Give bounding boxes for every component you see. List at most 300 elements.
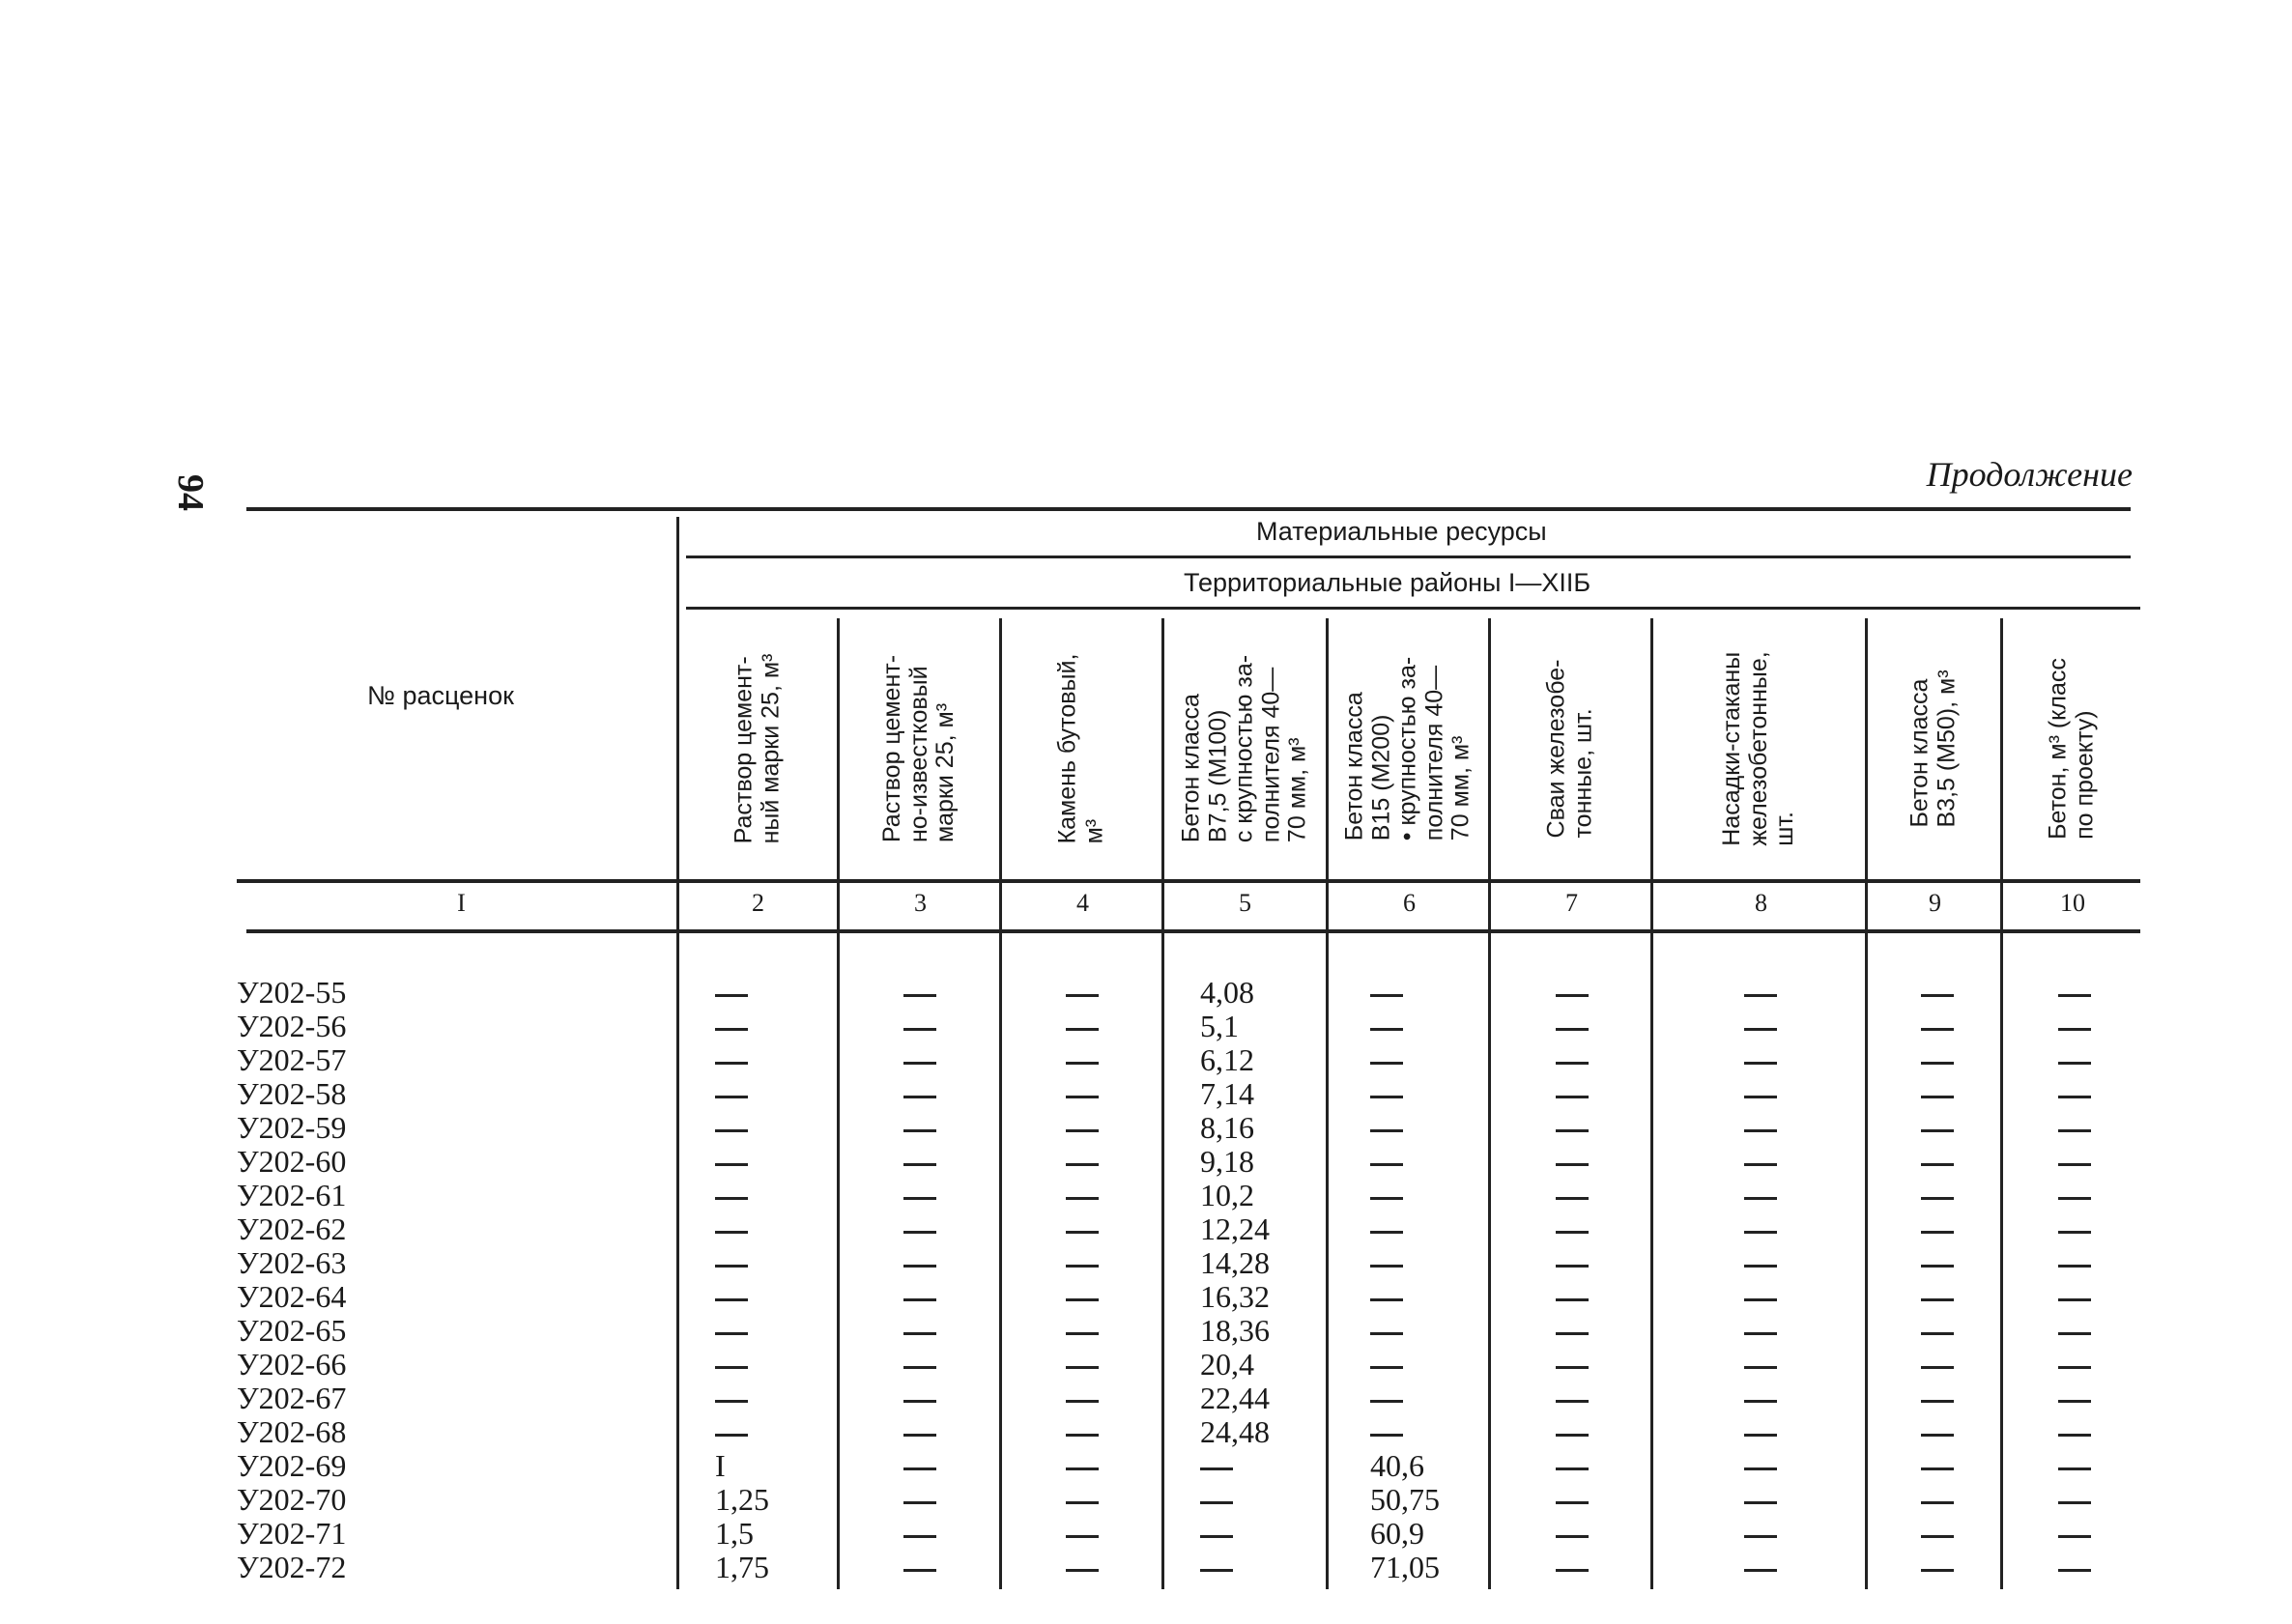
dash-mark xyxy=(2058,1569,2091,1572)
dash-mark xyxy=(1921,1501,1954,1504)
group2-rule xyxy=(686,607,2140,610)
dash-mark xyxy=(2058,1163,2091,1166)
cell-col2 xyxy=(715,1179,769,1212)
column-6-values xyxy=(1370,976,1440,1584)
dash-mark xyxy=(1066,1501,1099,1504)
cell-col7 xyxy=(1556,1415,1589,1449)
dash-mark xyxy=(1370,1434,1403,1437)
row-label-header: № расценок xyxy=(367,681,514,710)
dash-mark xyxy=(1921,1332,1954,1335)
colhead-2: Раствор цемент- ный марки 25, м³ xyxy=(730,653,784,844)
dash-mark xyxy=(2058,1400,2091,1403)
cell-col8 xyxy=(1744,1111,1777,1145)
cell-col6 xyxy=(1370,1111,1440,1145)
cell-col4 xyxy=(1066,1449,1099,1483)
cell-col2 xyxy=(715,1246,769,1280)
colhead-10: Бетон, м³ (класс по проекту) xyxy=(2044,658,2098,840)
cell-col7 xyxy=(1556,1280,1589,1314)
dash-mark xyxy=(1556,1231,1589,1234)
cell-col7 xyxy=(1556,1382,1589,1415)
cell-col5: 10,2 xyxy=(1200,1178,1254,1212)
dash-mark xyxy=(1200,1569,1233,1572)
cell-col5: 8,16 xyxy=(1200,1110,1254,1145)
dash-mark xyxy=(1556,1298,1589,1301)
column-9-values xyxy=(1921,976,1954,1584)
cell-col2: 1,25 xyxy=(715,1482,769,1517)
cell-col3 xyxy=(903,1314,936,1348)
dash-mark xyxy=(1556,1501,1589,1504)
dash-mark xyxy=(1370,1265,1403,1268)
dash-mark xyxy=(1556,1028,1589,1031)
cell-col3 xyxy=(903,1179,936,1212)
dash-mark xyxy=(903,1265,936,1268)
cell-col3 xyxy=(903,1246,936,1280)
cell-col2 xyxy=(715,1382,769,1415)
cell-col8 xyxy=(1744,976,1777,1010)
dash-mark xyxy=(903,1400,936,1403)
cell-col3 xyxy=(903,976,936,1010)
dash-mark xyxy=(1921,1163,1954,1166)
cell-col8 xyxy=(1744,1449,1777,1483)
row-code: У202-63 xyxy=(237,1245,347,1280)
cell-col4 xyxy=(1066,1415,1099,1449)
dash-mark xyxy=(1556,1467,1589,1470)
cell-col6: 50,75 xyxy=(1370,1482,1440,1517)
dash-mark xyxy=(715,1434,748,1437)
dash-mark xyxy=(1556,1400,1589,1403)
cell-col8 xyxy=(1744,1043,1777,1077)
dash-mark xyxy=(2058,1062,2091,1065)
dash-mark xyxy=(903,1467,936,1470)
column-10-values xyxy=(2058,976,2091,1584)
cell-col6 xyxy=(1370,1314,1440,1348)
dash-mark xyxy=(903,1129,936,1132)
cell-col10 xyxy=(2058,1077,2091,1111)
dash-mark xyxy=(1921,1096,1954,1098)
dash-mark xyxy=(1556,994,1589,997)
row-code: У202-59 xyxy=(237,1110,347,1145)
cell-col9 xyxy=(1921,976,1954,1010)
cell-col4 xyxy=(1066,1551,1099,1584)
dash-mark xyxy=(2058,1129,2091,1132)
colnum-3: 3 xyxy=(914,889,927,917)
row-code: У202-60 xyxy=(237,1144,347,1179)
cell-col10 xyxy=(2058,976,2091,1010)
cell-col2: 1,5 xyxy=(715,1516,754,1551)
cell-col10 xyxy=(2058,1314,2091,1348)
dash-mark xyxy=(715,1129,748,1132)
dash-mark xyxy=(1556,1163,1589,1166)
cell-col4 xyxy=(1066,1348,1099,1382)
colnum-10: 10 xyxy=(2060,889,2085,917)
cell-col8 xyxy=(1744,1179,1777,1212)
cell-col3 xyxy=(903,1517,936,1551)
row-code: У202-65 xyxy=(237,1313,347,1348)
colnum-9: 9 xyxy=(1929,889,1941,917)
dash-mark xyxy=(1066,1028,1099,1031)
dash-mark xyxy=(1921,994,1954,997)
cell-col10 xyxy=(2058,1382,2091,1415)
cell-col4 xyxy=(1066,1483,1099,1517)
dash-mark xyxy=(1066,994,1099,997)
cell-col4 xyxy=(1066,1043,1099,1077)
header-bottom-rule xyxy=(237,879,2140,883)
dash-mark xyxy=(1066,1298,1099,1301)
cell-col5: 12,24 xyxy=(1200,1211,1270,1246)
dash-mark xyxy=(2058,994,2091,997)
colhead-6: Бетон класса B15 (M200) • крупностью за- полнителя 40— 70 мм, м³ xyxy=(1340,656,1475,841)
dash-mark xyxy=(1921,1569,1954,1572)
cell-col7 xyxy=(1556,1179,1589,1212)
cell-col10 xyxy=(2058,1348,2091,1382)
cell-col3 xyxy=(903,1449,936,1483)
cell-col3 xyxy=(903,1212,936,1246)
colnum-7: 7 xyxy=(1565,889,1578,917)
cell-col4 xyxy=(1066,1145,1099,1179)
row-code: У202-58 xyxy=(237,1076,347,1111)
cell-col8 xyxy=(1744,1314,1777,1348)
cell-col4 xyxy=(1066,1179,1099,1212)
cell-col9 xyxy=(1921,1348,1954,1382)
cell-col9 xyxy=(1921,1517,1954,1551)
cell-col3 xyxy=(903,1551,936,1584)
cell-col2 xyxy=(715,976,769,1010)
dash-mark xyxy=(1556,1096,1589,1098)
dash-mark xyxy=(1066,1163,1099,1166)
cell-col6 xyxy=(1370,1280,1440,1314)
cell-col8 xyxy=(1744,1348,1777,1382)
row-code: У202-68 xyxy=(237,1414,347,1449)
cell-col2: 1,75 xyxy=(715,1550,769,1584)
cell-col6 xyxy=(1370,1179,1440,1212)
cell-col3 xyxy=(903,1483,936,1517)
dash-mark xyxy=(1200,1501,1233,1504)
cell-col4 xyxy=(1066,1382,1099,1415)
cell-col4 xyxy=(1066,1010,1099,1043)
cell-col3 xyxy=(903,1145,936,1179)
dash-mark xyxy=(903,1062,936,1065)
dash-mark xyxy=(2058,1028,2091,1031)
cell-col5: 6,12 xyxy=(1200,1042,1254,1077)
dash-mark xyxy=(1744,1096,1777,1098)
cell-col6 xyxy=(1370,1246,1440,1280)
cell-col9 xyxy=(1921,1382,1954,1415)
dash-mark xyxy=(715,1265,748,1268)
column-8-values xyxy=(1744,976,1777,1584)
dash-mark xyxy=(903,1569,936,1572)
cell-col10 xyxy=(2058,1212,2091,1246)
cell-col6 xyxy=(1370,1077,1440,1111)
dash-mark xyxy=(1556,1129,1589,1132)
dash-mark xyxy=(903,1197,936,1200)
cell-col10 xyxy=(2058,1179,2091,1212)
cell-col7 xyxy=(1556,1348,1589,1382)
cell-col8 xyxy=(1744,1246,1777,1280)
cell-col5: 4,08 xyxy=(1200,975,1254,1010)
dash-mark xyxy=(1921,1535,1954,1538)
colhead-3: Раствор цемент- но-известковый марки 25, м³ xyxy=(877,654,959,843)
row-code: У202-66 xyxy=(237,1347,347,1382)
cell-col6 xyxy=(1370,1010,1440,1043)
cell-col9 xyxy=(1921,1145,1954,1179)
dash-mark xyxy=(1556,1062,1589,1065)
dash-mark xyxy=(903,1535,936,1538)
cell-col10 xyxy=(2058,1280,2091,1314)
cell-col2 xyxy=(715,1111,769,1145)
cell-col2 xyxy=(715,1314,769,1348)
cell-col7 xyxy=(1556,1483,1589,1517)
dash-mark xyxy=(2058,1231,2091,1234)
dash-mark xyxy=(715,1332,748,1335)
cell-col5: 14,28 xyxy=(1200,1245,1270,1280)
cell-col9 xyxy=(1921,1077,1954,1111)
column-4-values xyxy=(1066,976,1099,1584)
numbers-bottom-rule xyxy=(246,929,2140,933)
row-code: У202-62 xyxy=(237,1211,347,1246)
cell-col2 xyxy=(715,1348,769,1382)
cell-col8 xyxy=(1744,1077,1777,1111)
cell-col6 xyxy=(1370,976,1440,1010)
cell-col2 xyxy=(715,1010,769,1043)
dash-mark xyxy=(1370,1163,1403,1166)
row-code: У202-56 xyxy=(237,1009,347,1043)
colhead-7: Сваи железобе- тонные, шт. xyxy=(1542,659,1596,839)
dash-mark xyxy=(1066,1265,1099,1268)
dash-mark xyxy=(1370,1062,1403,1065)
dash-mark xyxy=(1744,1197,1777,1200)
cell-col5: 22,44 xyxy=(1200,1381,1270,1415)
cell-col5: 20,4 xyxy=(1200,1347,1254,1382)
dash-mark xyxy=(1066,1197,1099,1200)
dash-mark xyxy=(1744,1231,1777,1234)
dash-mark xyxy=(1744,1467,1777,1470)
dash-mark xyxy=(1066,1434,1099,1437)
cell-col8 xyxy=(1744,1280,1777,1314)
colnum-4: 4 xyxy=(1076,889,1089,917)
cell-col7 xyxy=(1556,1145,1589,1179)
dash-mark xyxy=(1921,1265,1954,1268)
cell-col2 xyxy=(715,1415,769,1449)
cell-col6 xyxy=(1370,1212,1440,1246)
cell-col7 xyxy=(1556,1551,1589,1584)
column-3-values xyxy=(903,976,936,1584)
cell-col8 xyxy=(1744,1145,1777,1179)
cell-col7 xyxy=(1556,1212,1589,1246)
cell-col7 xyxy=(1556,1010,1589,1043)
cell-col6: 71,05 xyxy=(1370,1550,1440,1584)
cell-col5: 24,48 xyxy=(1200,1414,1270,1449)
cell-col4 xyxy=(1066,976,1099,1010)
cell-col4 xyxy=(1066,1077,1099,1111)
dash-mark xyxy=(715,1298,748,1301)
cell-col8 xyxy=(1744,1517,1777,1551)
cell-col3 xyxy=(903,1280,936,1314)
dash-mark xyxy=(1744,1400,1777,1403)
dash-mark xyxy=(1744,1298,1777,1301)
cell-col9 xyxy=(1921,1179,1954,1212)
cell-col4 xyxy=(1066,1280,1099,1314)
dash-mark xyxy=(2058,1501,2091,1504)
cell-col3 xyxy=(903,1077,936,1111)
dash-mark xyxy=(2058,1366,2091,1369)
cell-col6: 60,9 xyxy=(1370,1516,1424,1551)
cell-col2 xyxy=(715,1145,769,1179)
cell-col3 xyxy=(903,1382,936,1415)
cell-col9 xyxy=(1921,1010,1954,1043)
cell-col7 xyxy=(1556,1111,1589,1145)
cell-col10 xyxy=(2058,1483,2091,1517)
dash-mark xyxy=(1921,1434,1954,1437)
cell-col10 xyxy=(2058,1415,2091,1449)
cell-col7 xyxy=(1556,1246,1589,1280)
dash-mark xyxy=(2058,1467,2091,1470)
cell-col8 xyxy=(1744,1415,1777,1449)
cell-col5 xyxy=(1200,1551,1270,1584)
cell-col5: 7,14 xyxy=(1200,1076,1254,1111)
dash-mark xyxy=(1370,1298,1403,1301)
dash-mark xyxy=(1556,1332,1589,1335)
group2-header: Территориальные районы I—XIIБ xyxy=(1184,568,1591,597)
cell-col4 xyxy=(1066,1517,1099,1551)
colnum-8: 8 xyxy=(1755,889,1767,917)
cell-col5 xyxy=(1200,1449,1270,1483)
dash-mark xyxy=(1370,1231,1403,1234)
cell-col9 xyxy=(1921,1415,1954,1449)
dash-mark xyxy=(1066,1231,1099,1234)
dash-mark xyxy=(715,1028,748,1031)
dash-mark xyxy=(1744,1366,1777,1369)
colhead-9: Бетон класса B3,5 (M50), м³ xyxy=(1905,670,1960,828)
cell-col9 xyxy=(1921,1111,1954,1145)
cell-col7 xyxy=(1556,1517,1589,1551)
dash-mark xyxy=(1200,1535,1233,1538)
row-code: У202-72 xyxy=(237,1550,347,1584)
dash-mark xyxy=(903,1298,936,1301)
dash-mark xyxy=(1921,1298,1954,1301)
dash-mark xyxy=(1556,1569,1589,1572)
dash-mark xyxy=(1200,1467,1233,1470)
column-5-values xyxy=(1200,976,1270,1584)
dash-mark xyxy=(715,1197,748,1200)
cell-col9 xyxy=(1921,1212,1954,1246)
row-code: У202-69 xyxy=(237,1448,347,1483)
cell-col6 xyxy=(1370,1145,1440,1179)
dash-mark xyxy=(1556,1535,1589,1538)
dash-mark xyxy=(1744,1332,1777,1335)
cell-col7 xyxy=(1556,1043,1589,1077)
group1-rule xyxy=(686,556,2131,558)
row-code: У202-55 xyxy=(237,975,347,1010)
colnum-5: 5 xyxy=(1239,889,1251,917)
cell-col10 xyxy=(2058,1246,2091,1280)
cell-col2 xyxy=(715,1212,769,1246)
page-number: 94 xyxy=(170,474,211,511)
cell-col10 xyxy=(2058,1043,2091,1077)
dash-mark xyxy=(1370,994,1403,997)
dash-mark xyxy=(1370,1096,1403,1098)
dash-mark xyxy=(715,1062,748,1065)
dash-mark xyxy=(903,1231,936,1234)
colnum-1: I xyxy=(457,889,466,917)
row-code: У202-67 xyxy=(237,1381,347,1415)
dash-mark xyxy=(1370,1366,1403,1369)
cell-col3 xyxy=(903,1415,936,1449)
dash-mark xyxy=(1921,1129,1954,1132)
cell-col2 xyxy=(715,1043,769,1077)
cell-col2 xyxy=(715,1077,769,1111)
dash-mark xyxy=(903,994,936,997)
cell-col6: 40,6 xyxy=(1370,1448,1424,1483)
cell-col6 xyxy=(1370,1382,1440,1415)
cell-col5: 9,18 xyxy=(1200,1144,1254,1179)
dash-mark xyxy=(1744,1434,1777,1437)
dash-mark xyxy=(1370,1129,1403,1132)
cell-col8 xyxy=(1744,1483,1777,1517)
dash-mark xyxy=(1066,1400,1099,1403)
dash-mark xyxy=(1744,994,1777,997)
cell-col9 xyxy=(1921,1314,1954,1348)
row-code: У202-70 xyxy=(237,1482,347,1517)
cell-col10 xyxy=(2058,1517,2091,1551)
dash-mark xyxy=(1370,1028,1403,1031)
cell-col6 xyxy=(1370,1043,1440,1077)
dash-mark xyxy=(1370,1400,1403,1403)
cell-col9 xyxy=(1921,1246,1954,1280)
dash-mark xyxy=(903,1163,936,1166)
column-7-values xyxy=(1556,976,1589,1584)
dash-mark xyxy=(1744,1062,1777,1065)
dash-mark xyxy=(1556,1265,1589,1268)
dash-mark xyxy=(1744,1028,1777,1031)
row-codes-column xyxy=(237,976,346,1584)
cell-col4 xyxy=(1066,1314,1099,1348)
colhead-4: Камень бутовый, м³ xyxy=(1053,653,1107,844)
dash-mark xyxy=(2058,1298,2091,1301)
dash-mark xyxy=(1744,1535,1777,1538)
dash-mark xyxy=(2058,1535,2091,1538)
row-code: У202-61 xyxy=(237,1178,347,1212)
cell-col3 xyxy=(903,1043,936,1077)
dash-mark xyxy=(1556,1434,1589,1437)
dash-mark xyxy=(715,1096,748,1098)
dash-mark xyxy=(1921,1400,1954,1403)
cell-col6 xyxy=(1370,1415,1440,1449)
dash-mark xyxy=(903,1096,936,1098)
dash-mark xyxy=(1066,1535,1099,1538)
dash-mark xyxy=(1066,1366,1099,1369)
dash-mark xyxy=(715,1366,748,1369)
dash-mark xyxy=(903,1332,936,1335)
cell-col9 xyxy=(1921,1043,1954,1077)
dash-mark xyxy=(1921,1366,1954,1369)
cell-col5: 5,1 xyxy=(1200,1009,1239,1043)
dash-mark xyxy=(1066,1569,1099,1572)
cell-col4 xyxy=(1066,1212,1099,1246)
dash-mark xyxy=(903,1028,936,1031)
cell-col6 xyxy=(1370,1348,1440,1382)
dash-mark xyxy=(715,1400,748,1403)
dash-mark xyxy=(1066,1467,1099,1470)
cell-col7 xyxy=(1556,1449,1589,1483)
cell-col5: 16,32 xyxy=(1200,1279,1270,1314)
dash-mark xyxy=(1370,1197,1403,1200)
cell-col10 xyxy=(2058,1010,2091,1043)
dash-mark xyxy=(1921,1231,1954,1234)
cell-col7 xyxy=(1556,976,1589,1010)
cell-col7 xyxy=(1556,1314,1589,1348)
cell-col5: 18,36 xyxy=(1200,1313,1270,1348)
cell-col10 xyxy=(2058,1111,2091,1145)
